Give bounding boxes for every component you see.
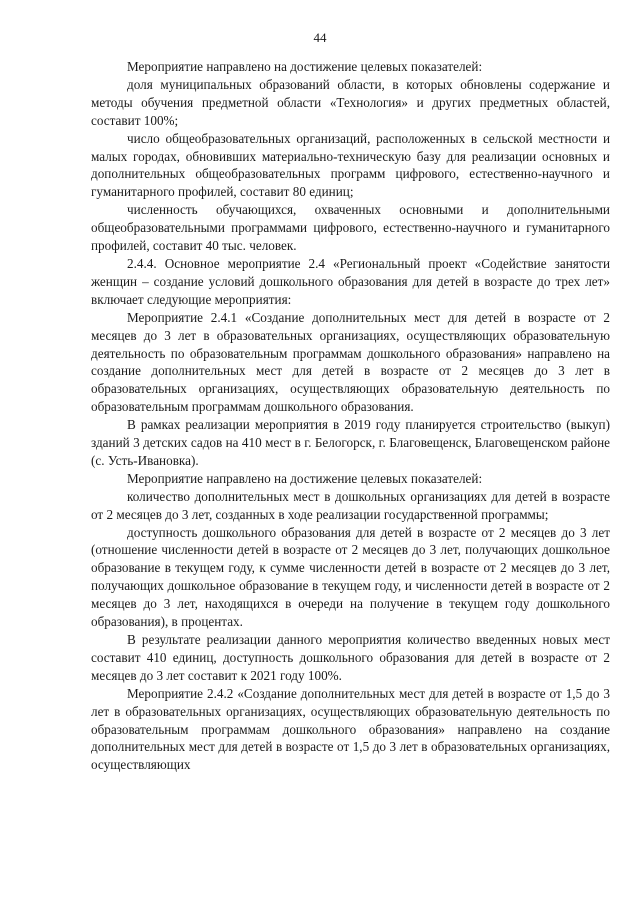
paragraph-accessibility: доступность дошкольного образования для детей в возрасте от 2 месяцев до 3 лет (отношение численности детей в возрасте от 2 месяцев до 3 лет, получающих дошкольное образование в текущем году, к сумме численности детей в возрасте от 2 месяцев до 3 лет, получающих дошкольное образование в текущем году, и численности детей в возрасте от 2 месяцев до 3 лет, находящихся в очереди на получение в текущем году дошкольного образования), в процентах.: [91, 524, 610, 630]
page-number: 44: [313, 30, 327, 45]
document-body: [91, 58, 610, 774]
paragraph-measure-2-4-1: Мероприятие 2.4.1 «Создание дополнительных мест для детей в возрасте от 2 месяцев до 3 лет в образовательных организациях, осуществляющих образовательную деятельность по образовательным программам дошкольного образования» направлено на создание дополнительных мест для детей в возрасте от 2 месяцев до 3 лет в образовательных организациях, осуществляющих образовательную деятельность по образовательным программам дошкольного образования.: [91, 309, 610, 415]
paragraph-rural-schools: число общеобразовательных организаций, расположенных в сельской местности и малых городах, обновивших материально-техническую базу для реализации основных и дополнительных общеобразовательных программ цифрового, естественно-научного и гуманитарного профилей, составит 80 единиц;: [91, 130, 610, 200]
paragraph-section-2-4-4: 2.4.4. Основное мероприятие 2.4 «Региональный проект «Содействие занятости женщин – создание условий дошкольного образования для детей в возрасте до трех лет» включает следующие мероприятия:: [91, 255, 610, 307]
paragraph-targets-intro-1: Мероприятие направлено на достижение целевых показателей:: [127, 59, 483, 74]
paragraph-construction-2019: В рамках реализации мероприятия в 2019 году планируется строительство (выкуп) зданий 3 детских садов на 410 мест в г. Белогорск, г. Благовещенск, Благовещенском районе (с. Усть-Ивановка).: [91, 417, 610, 468]
paragraph-technology-share: доля муниципальных образований области, в которых обновлены содержание и методы обучения предметной области «Технология» и других предметных областей, составит 100%;: [91, 76, 610, 128]
paragraph-targets-intro-2: Мероприятие направлено на достижение целевых показателей:: [127, 470, 483, 486]
paragraph-additional-places: количество дополнительных мест в дошкольных организациях для детей в возрасте от 2 месяцев до 3 лет, созданных в ходе реализации государственной программы;: [91, 488, 610, 522]
paragraph-measure-2-4-2: Мероприятие 2.4.2 «Создание дополнительных мест для детей в возрасте от 1,5 до 3 лет в образовательных организациях, осуществляющих образовательную деятельность по образовательным программам дошкольного образования» направлено на создание дополнительных мест для детей в возрасте от 1,5 до 3 лет в образовательных организациях, осуществляющих: [91, 685, 610, 773]
paragraph-result: В результате реализации данного мероприятия количество введенных новых мест составит 410 единиц, доступность дошкольного образования для детей в возрасте от 2 месяцев до 3 лет составит к 2021 году 100%.: [91, 632, 610, 683]
paragraph-students-count: численность обучающихся, охваченных основными и дополнительными общеобразовательными программами цифрового, естественно-научного и гуманитарного профилей, составит 40 тыс. человек.: [91, 202, 610, 254]
